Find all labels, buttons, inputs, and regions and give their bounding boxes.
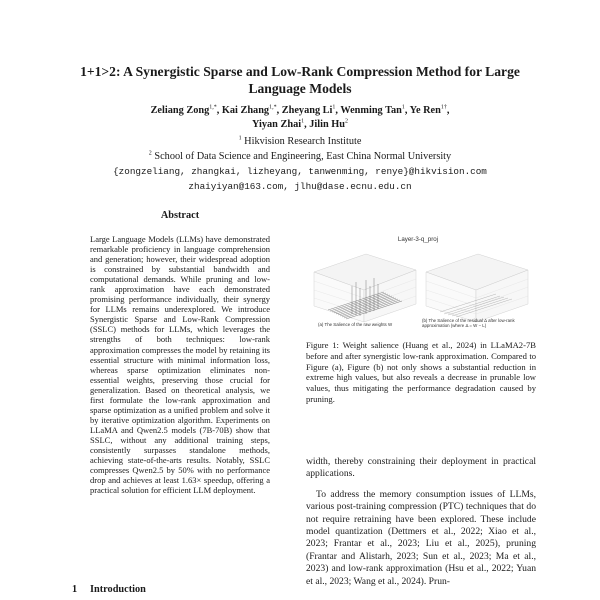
- section-number: 1: [72, 584, 78, 595]
- figure-1-caption: Figure 1: Weight salience (Huang et al., 2024) in LLaMA2-7B before and after synergistic low-rank approximation. Compared to Figure (a), Figure (b) not only shows a substantial reduction in extreme high values, but also reveals a decrease in prunable low values, thus mitigating the performance degradation caused by pruning.: [306, 340, 536, 404]
- author-name: Zeliang Zong: [150, 105, 210, 116]
- right-column-body: [306, 456, 536, 588]
- figure-1b-plot: [426, 254, 528, 322]
- figure-title: Layer-3-q_proj: [397, 236, 439, 243]
- author-mark: 1,*: [269, 104, 277, 111]
- section-heading-introduction: [72, 584, 146, 595]
- author-list: [40, 104, 560, 132]
- email-line-2: zhaiyiyan@163.com, jlhu@dase.ecnu.edu.cn: [188, 181, 412, 192]
- abstract-heading: Abstract: [160, 210, 200, 221]
- author-name: Jilin Hu: [309, 119, 346, 130]
- author-name: Zheyang Li: [281, 105, 333, 116]
- abstract-body: [90, 234, 270, 495]
- affiliation-text: Hikvision Research Institute: [244, 136, 362, 147]
- figure-1a-plot: [314, 254, 416, 322]
- author-mark: 2: [345, 118, 349, 125]
- email-line-1: {zongzeliang, zhangkai, lizheyang, tanwenming, renye}@hikvision.com: [113, 166, 487, 177]
- abstract-text: Large Language Models (LLMs) have demonstrated remarkable proficiency in language comprehension and generation; however, their widespread adoption is constrained by substantial bandwidth and computational demands. While pruning and low-rank approximation have each demonstrated promising performance individually, their synergy for LLMs remains underexplored. We introduce Synergistic Sparse and Low-Rank Compression (SSLC) methods for LLMs, which leverages the strengths of both techniques: low-rank approximation compresses the model by retaining its essential structure with minimal information loss, whereas sparse optimization eliminates non-essential weights, preserving those crucial for generalization. Based on theoretical analysis, we first formulate the low-rank approximation and sparse optimization as a unified problem and solve it by iterative optimization algorithm. Experiments on LLaMA and Qwen2.5 models (7B-70B) show that SSLC, without any additional training steps, consistently surpasses standalone methods, achieving state-of-the-arts results. Notably, SSLC compresses Qwen2.5 by 50% with no performance drop and achieves at least 1.63× speedup, offering a practical solution for efficient LLM deployment.: [90, 234, 270, 496]
- figure-1b-subcaption: (b) The Salience of the residual Δ after low-rank approximation (where Δ = W − L): [422, 318, 515, 329]
- affiliation-1: [40, 135, 560, 148]
- figure-1a-subcaption: (a) The Salience of the raw weights W: [318, 322, 393, 327]
- author-mark: 1: [301, 118, 305, 125]
- author-name: Yiyan Zhai: [251, 119, 302, 130]
- paper-title: 1+1>2: A Synergistic Sparse and Low-Rank Compression Method for Large Language Models: [80, 64, 520, 96]
- author-mark: 1: [401, 104, 405, 111]
- author-mark: 1: [332, 104, 336, 111]
- paragraph-memory: To address the memory consumption issues of LLMs, various post-training compression (PTC) techniques that do not require retraining have been explored. These include model quantization (Dettmers et al., 2022; Xiao et al., 2023; Frantar et al., 2023; Liu et al., 2025), pruning (Frantar and Alistarh, 2023; Sun et al., 2023; Ma et al., 2023) and low-rank approximation (Hsu et al., 2022; Yuan et al., 2023; Wang et al., 2024). Prun-: [306, 488, 536, 587]
- affiliation-2: [40, 150, 560, 163]
- paragraph-continued: width, thereby constraining their deployment in practical applications.: [306, 456, 536, 480]
- author-name: Ye Ren: [409, 105, 441, 116]
- affiliation-mark: 1: [238, 135, 242, 142]
- section-title: Introduction: [90, 584, 146, 595]
- author-mark: 1,*: [209, 104, 217, 111]
- author-name: Kai Zhang: [221, 105, 270, 116]
- author-line-2: Yiyan Zhai$^1$, Jilin Hu$^2$: [251, 118, 349, 130]
- author-mark: 1†: [440, 104, 447, 111]
- author-line-1: Zeliang Zong$^{1,*}$, Kai Zhang$^{1,*}$, Zheyang Li$^1$, Wenming Tan$^1$, Ye Ren$^{1\dagger}$,: [150, 104, 450, 116]
- affiliation-mark: 2: [148, 150, 152, 157]
- affiliation-text: School of Data Science and Engineering, East China Normal University: [154, 151, 452, 162]
- author-name: Wenming Tan: [340, 105, 402, 116]
